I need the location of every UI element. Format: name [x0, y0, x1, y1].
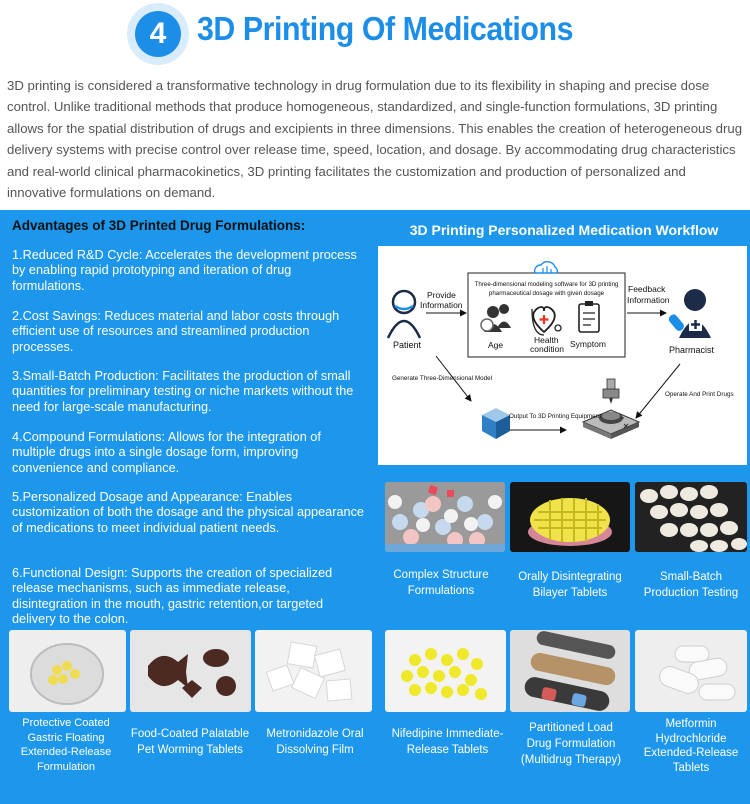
gallery-caption: Complex Structure Formulations: [393, 569, 489, 597]
nifedipine-photo: [385, 630, 506, 712]
gallery-caption: Partitioned Load Drug Formulation (Multidrug Therapy): [520, 722, 622, 766]
symptom-label: Symptom: [570, 339, 606, 349]
gastric-floating-photo: [9, 630, 126, 712]
pharmacist-label: Pharmacist: [669, 345, 715, 355]
gallery-caption: Protective Coated Gastric Floating Extended-Release Formulation: [20, 717, 112, 773]
gallery-caption: Metformin Hydrochloride Extended-Release Tablets: [643, 718, 739, 774]
cloud-icon: [535, 262, 558, 273]
generate-model-label: Generate Three-Dimensional Model: [392, 375, 492, 382]
advantage-item: 1.Reduced R&D Cycle: Accelerates the development process by enabling rapid prototyping and iteration of drug formulations.: [12, 248, 357, 293]
output-label: Output To 3D Printing Equipment: [509, 413, 601, 420]
provide-label-1: Provide: [427, 290, 456, 300]
operate-label: Operate And Print Drugs: [665, 391, 734, 398]
age-label: Age: [488, 340, 504, 350]
advantage-item: 4.Compound Formulations: Allows for the integration of multiple drugs into a single dosage form, improving convenience and compliance.: [12, 430, 321, 475]
intro-paragraph: 3D printing is considered a transformative technology in drug formulation due to its flexibility in shaping and precise dose control. Unlike traditional methods that produce homogeneous, standardized, and single-function formulations, 3D printing allows for the spatial distribution of drugs and excipients in three dimensions. This enables the creation of heterogeneous drug delivery systems with precise control over release time, speed, location, and dosage. By accommodating drug characteristics and real-world clinical pharmacokinetics, 3D printing facilitates the customization and production of personalized and innovative formulations on demand.: [7, 78, 743, 201]
health-label-1: Health: [534, 335, 559, 345]
patient-label: Patient: [393, 340, 422, 350]
gallery-caption: Orally Disintegrating Bilayer Tablets: [518, 571, 622, 599]
oral-film-photo: [255, 630, 372, 712]
advantage-item: 2.Cost Savings: Reduces material and labor costs through efficient use of resources and streamlined production processes.: [12, 309, 340, 354]
advantages-title: Advantages of 3D Printed Drug Formulations:: [12, 218, 306, 233]
feedback-label-1: Feedback: [628, 284, 666, 294]
section-number-badge: [127, 3, 189, 65]
software-label-1: Three-dimensional modeling software for 3D printing: [474, 281, 619, 288]
advantage-item: 3.Small-Batch Production: Facilitates the production of small quantities for preliminary testing or niche markets without the need for large-scale manufacturing.: [12, 369, 354, 414]
small-batch-photo: [635, 482, 747, 552]
pharmacist-icon: [667, 289, 711, 338]
partitioned-load-photo: [510, 630, 630, 712]
software-label-2: pharmaceutical dosage with given dosage: [488, 290, 605, 297]
feedback-label-2: Information: [627, 295, 670, 305]
gallery-caption: Metronidazole Oral Dissolving Film: [266, 728, 364, 756]
advantage-item: 5.Personalized Dosage and Appearance: Enables customization of both the dosage and the physical appearance of medications to meet individual patient needs.: [12, 490, 364, 535]
complex-structure-photo: [385, 482, 505, 552]
bilayer-tablet-photo: [510, 482, 630, 552]
cube-icon: [482, 408, 510, 439]
patient-icon: [388, 291, 420, 338]
pet-worming-photo: [130, 630, 251, 712]
gallery-caption: Food-Coated Palatable Pet Worming Tablets: [130, 728, 250, 756]
workflow-title: 3D Printing Personalized Medication Workflow: [409, 222, 719, 238]
symptom-icon: [579, 301, 599, 332]
metformin-photo: [635, 630, 747, 712]
gallery-caption: Nifedipine Immediate- Release Tablets: [391, 728, 504, 756]
3d-printer-icon: [583, 379, 639, 439]
gallery-caption: Small-Batch Production Testing: [643, 571, 739, 599]
provide-label-2: Information: [420, 300, 463, 310]
section-number: 4: [135, 11, 181, 57]
advantage-item: 6.Functional Design: Supports the creation of specialized release mechanisms, such as immediate release, disintegration in the mouth, gastric retention,or targeted delivery to the colon.: [12, 566, 333, 627]
page-title: 3D Printing Of Medications: [197, 10, 574, 47]
health-label-2: condition: [530, 344, 565, 354]
workflow-diagram: [378, 246, 747, 465]
